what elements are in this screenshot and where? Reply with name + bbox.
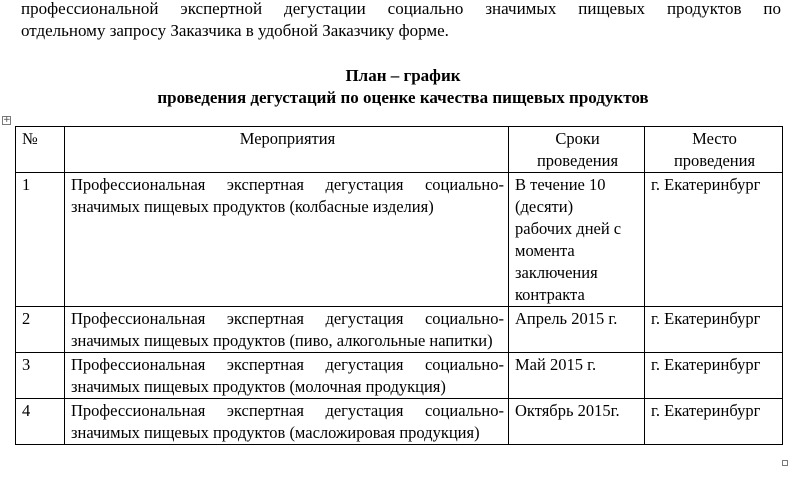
row-place: г. Екатеринбург — [645, 399, 783, 445]
row-place: г. Екатеринбург — [645, 353, 783, 399]
row-event: Профессиональная экспертная дегустация социально-значимых пищевых продуктов (масложировая продукция) — [65, 399, 509, 445]
intro-word: социально — [387, 0, 464, 18]
intro-word: пищевых — [578, 0, 646, 18]
table-row — [16, 173, 783, 307]
intro-line-1 — [21, 0, 781, 20]
intro-word: дегустации — [284, 0, 366, 18]
header-place — [645, 127, 783, 173]
title-line-1: План – график — [345, 66, 461, 85]
table-row — [16, 307, 783, 353]
intro-word: экспертной — [180, 0, 263, 18]
title-line-2: проведения дегустаций по оценке качества пищевых продуктов — [157, 88, 649, 107]
table-row — [16, 353, 783, 399]
row-number: 1 — [16, 173, 65, 307]
table-move-handle-icon[interactable]: + — [3, 115, 11, 125]
row-time — [509, 399, 645, 445]
header-place-line: проведения — [673, 151, 756, 170]
table-header-row — [16, 127, 783, 173]
row-event: Профессиональная экспертная дегустация социально-значимых пищевых продуктов (молочная продукция) — [65, 353, 509, 399]
row-number: 2 — [16, 307, 65, 353]
row-time — [509, 307, 645, 353]
table-resize-handle[interactable] — [782, 460, 788, 466]
row-time — [509, 173, 645, 307]
header-place-line: Место — [692, 129, 737, 148]
row-place: г. Екатеринбург — [645, 307, 783, 353]
row-time-line: момента — [515, 241, 575, 260]
row-time-line: контракта — [515, 285, 585, 304]
intro-word: продуктов — [666, 0, 742, 18]
row-event: Профессиональная экспертная дегустация социально-значимых пищевых продуктов (пиво, алкогольные напитки) — [65, 307, 509, 353]
intro-line-2: отдельному запросу Заказчика в удобной Заказчику форме. — [21, 21, 449, 40]
row-number: 3 — [16, 353, 65, 399]
row-place: г. Екатеринбург — [645, 173, 783, 307]
intro-word: по — [763, 0, 781, 18]
row-number: 4 — [16, 399, 65, 445]
row-time — [509, 353, 645, 399]
plan-table — [15, 126, 783, 445]
intro-word: значимых — [485, 0, 557, 18]
row-time-line: В течение 10 — [515, 175, 606, 194]
table-row — [16, 399, 783, 445]
header-time-line: проведения — [536, 151, 619, 170]
row-event: Профессиональная экспертная дегустация социально-значимых пищевых продуктов (колбасные изделия) — [65, 173, 509, 307]
plan-table-body — [16, 173, 783, 445]
document-title — [0, 65, 800, 109]
header-time-line: Сроки — [555, 129, 600, 148]
row-time-line: (десяти) — [515, 197, 574, 216]
intro-word: профессиональной — [21, 0, 159, 18]
row-time-line: Апрель 2015 г. — [515, 309, 618, 328]
header-time — [509, 127, 645, 173]
row-time-line: Октябрь 2015г. — [515, 401, 620, 420]
row-time-line: рабочих дней с — [515, 219, 622, 238]
row-time-line: Май 2015 г. — [515, 355, 597, 374]
header-event: Мероприятия — [65, 127, 509, 173]
intro-paragraph — [21, 0, 781, 42]
header-number: № — [16, 127, 65, 173]
row-time-line: заключения — [515, 263, 598, 282]
